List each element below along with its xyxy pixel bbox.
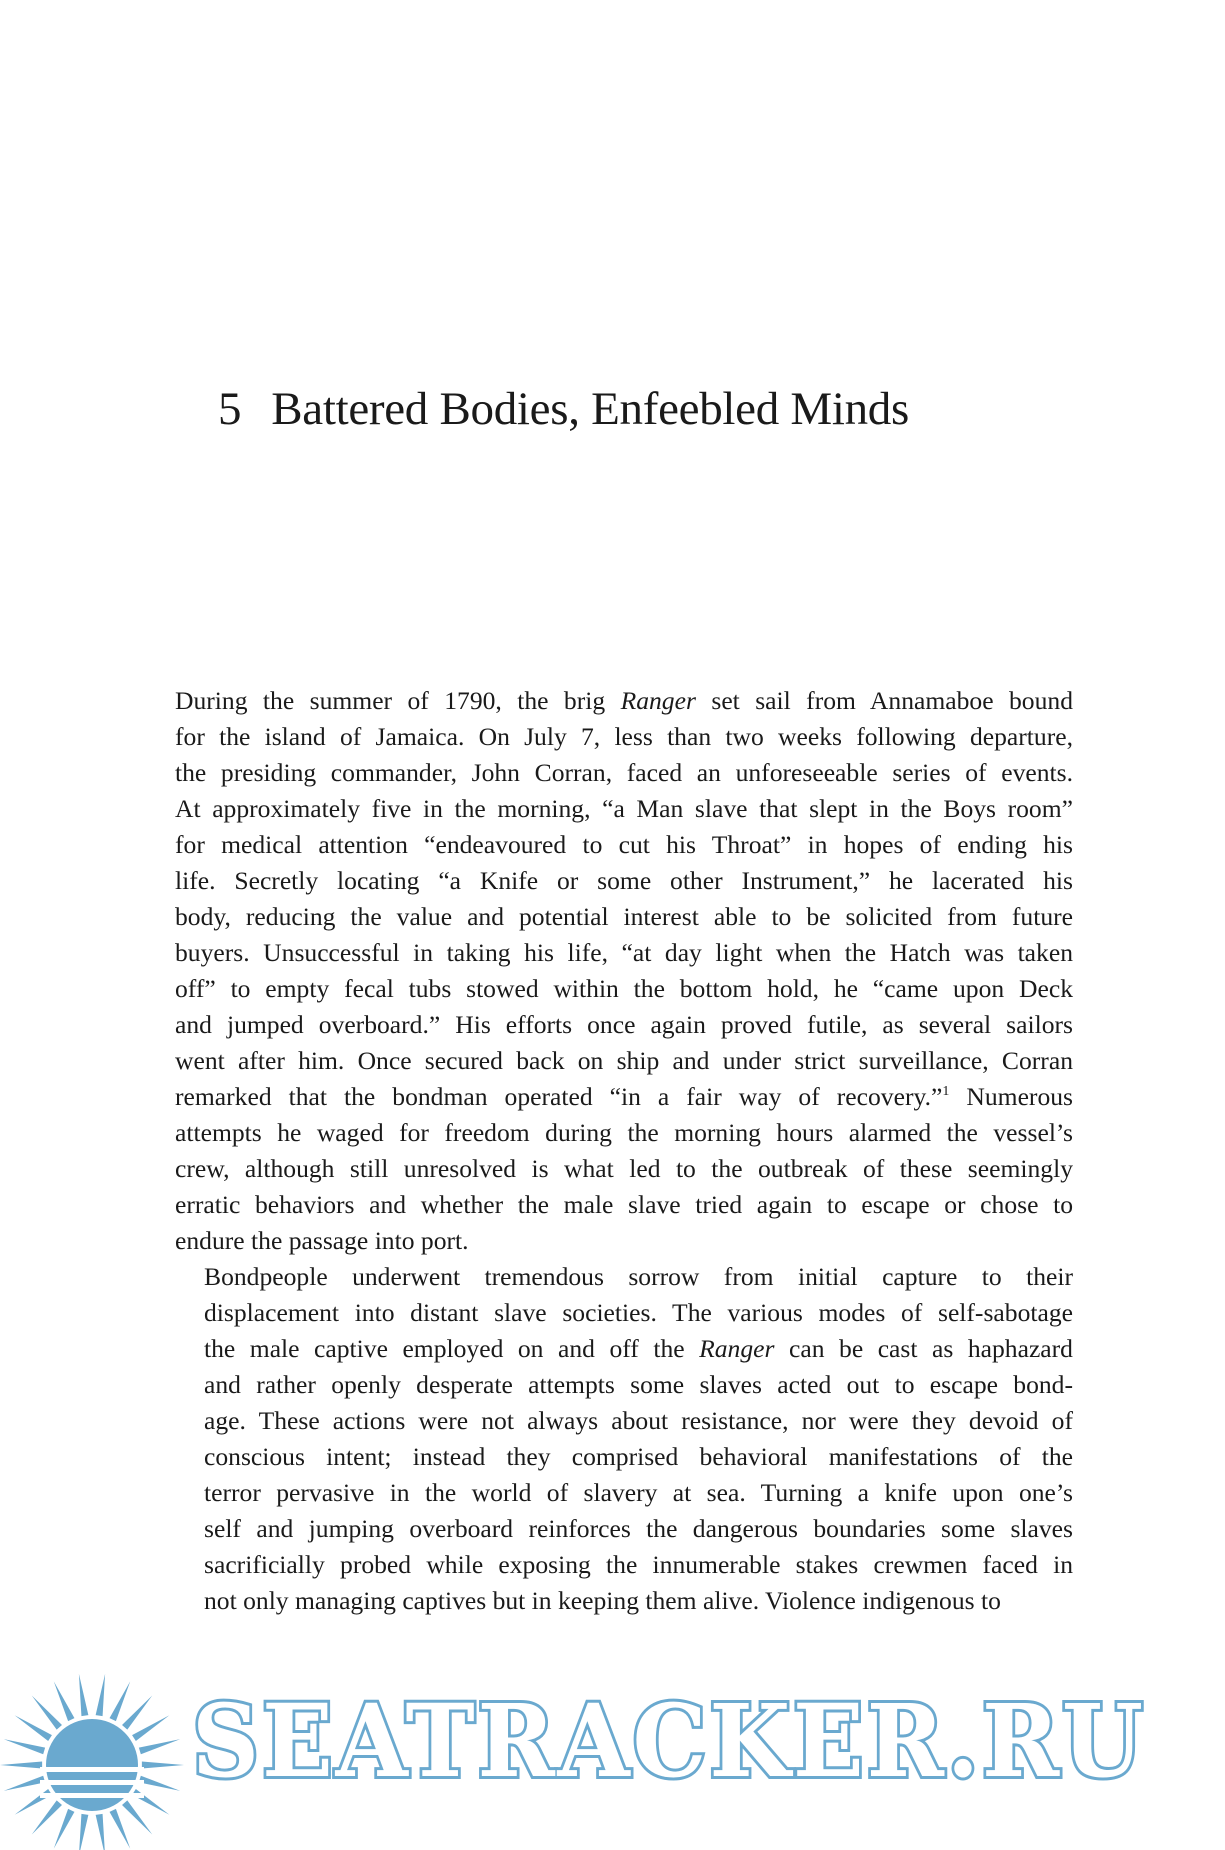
- text-run: endure the passage into port.: [175, 1226, 469, 1255]
- sun-ray: [132, 1715, 169, 1741]
- body-text: [175, 683, 1073, 1619]
- sun-ray: [4, 1776, 45, 1791]
- text-run: and rather openly desperate attempts some slaves acted out to escape bond-: [204, 1370, 1073, 1399]
- sun-ray: [54, 1681, 75, 1721]
- sun-ray: [110, 1681, 131, 1721]
- text-line: [175, 683, 1073, 719]
- text-run: age. These actions were not always about resistance, nor were they devoid of: [204, 1406, 1073, 1435]
- text-run: the presiding commander, John Corran, faced an unforeseeable series of events.: [175, 758, 1073, 787]
- text-line: [175, 1331, 1073, 1367]
- text-run: Bondpeople underwent tremendous sorrow from initial capture to their: [204, 1262, 1073, 1291]
- text-run: attempts he waged for freedom during the morning hours alarmed the vessel’s: [175, 1118, 1073, 1147]
- text-run: for the island of Jamaica. On July 7, less than two weeks following departure,: [175, 722, 1073, 751]
- chapter-heading: [218, 382, 909, 436]
- chapter-title: Battered Bodies, Enfeebled Minds: [271, 383, 910, 435]
- sun-stripes-icon: [40, 1767, 144, 1798]
- sun-ray: [79, 1814, 88, 1850]
- sun-ray: [110, 1809, 131, 1849]
- text-run: conscious intent; instead they comprised behavioral manifestations of the: [204, 1442, 1073, 1471]
- text-line: [175, 935, 1073, 971]
- text-line: [175, 1583, 1073, 1619]
- text-line: [175, 1511, 1073, 1547]
- text-run: At approximately five in the morning, “a Man slave that slept in the Boys room”: [175, 794, 1073, 823]
- text-run: life. Secretly locating “a Knife or some other Instrument,” he lacerated his: [175, 866, 1073, 895]
- sun-ray: [96, 1814, 105, 1850]
- text-line: [175, 863, 1073, 899]
- watermark-text: SEATRACKER.RU: [192, 1682, 1146, 1800]
- text-run: not only managing captives but in keeping them alive. Violence indigenous to: [204, 1586, 1001, 1615]
- paragraph-2: [175, 1259, 1073, 1619]
- text-run: and jumped overboard.” His efforts once again proved futile, as several sailors: [175, 1010, 1073, 1039]
- text-line: [175, 719, 1073, 755]
- text-run: set sail from Annamaboe bound: [695, 686, 1073, 715]
- text-line: [175, 1151, 1073, 1187]
- text-line: [175, 1367, 1073, 1403]
- text-line: [175, 1187, 1073, 1223]
- ship-name: Ranger: [620, 686, 696, 715]
- text-line: [175, 971, 1073, 1007]
- paragraph-1: [175, 683, 1073, 1259]
- sun-ray: [15, 1789, 52, 1815]
- text-line: [175, 1295, 1073, 1331]
- footnote-marker: 1: [942, 1084, 950, 1099]
- text-line: [175, 1223, 1073, 1259]
- chapter-number: 5: [218, 383, 242, 435]
- text-run: Numerous: [949, 1082, 1074, 1111]
- text-line: [175, 791, 1073, 827]
- text-run: remarked that the bondman operated “in a fair way of recovery.”: [175, 1082, 943, 1111]
- text-line: [175, 1259, 1073, 1295]
- sun-ray: [32, 1800, 62, 1834]
- sun-ray: [32, 1695, 62, 1729]
- sun-ray: [139, 1776, 180, 1791]
- sun-ray: [15, 1715, 52, 1741]
- ship-name: Ranger: [699, 1334, 775, 1363]
- text-run: can be cast as haphazard: [774, 1334, 1073, 1363]
- text-run: for medical attention “endeavoured to cut his Throat” in hopes of ending his: [175, 830, 1073, 859]
- sun-ray: [54, 1809, 75, 1849]
- sun-ray: [0, 1762, 42, 1769]
- text-run: erratic behaviors and whether the male slave tried again to escape or chose to: [175, 1190, 1073, 1219]
- sun-ray: [139, 1739, 180, 1754]
- sun-ray: [142, 1762, 184, 1769]
- text-run: sacrificially probed while exposing the innumerable stakes crewmen faced in: [204, 1550, 1073, 1579]
- text-run: off” to empty fecal tubs stowed within the bottom hold, he “came upon Deck: [175, 974, 1073, 1003]
- text-run: buyers. Unsuccessful in taking his life, “at day light when the Hatch was taken: [175, 938, 1073, 967]
- sun-ray: [4, 1739, 45, 1754]
- text-run: went after him. Once secured back on ship and under strict surveillance, Corran: [175, 1046, 1073, 1075]
- text-run: terror pervasive in the world of slavery at sea. Turning a knife upon one’s: [204, 1478, 1073, 1507]
- text-run: body, reducing the value and potential interest able to be solicited from future: [175, 902, 1073, 931]
- sun-ray: [122, 1695, 152, 1729]
- text-run: During the summer of 1790, the brig: [175, 686, 621, 715]
- text-line: [175, 899, 1073, 935]
- text-line: [175, 1403, 1073, 1439]
- text-run: the male captive employed on and off the: [204, 1334, 700, 1363]
- sun-ray: [96, 1674, 105, 1716]
- text-line: [175, 755, 1073, 791]
- text-line: [175, 1547, 1073, 1583]
- text-line: [175, 1007, 1073, 1043]
- text-run: crew, although still unresolved is what led to the outbreak of these seemingly: [175, 1154, 1073, 1183]
- text-line: [175, 1475, 1073, 1511]
- sun-ray: [122, 1800, 152, 1834]
- text-line: [175, 1079, 1073, 1115]
- sun-ray: [132, 1789, 169, 1815]
- sun-ray: [79, 1674, 88, 1716]
- text-line: [175, 1043, 1073, 1079]
- text-run: self and jumping overboard reinforces the dangerous boundaries some slaves: [204, 1514, 1073, 1543]
- text-line: [175, 1115, 1073, 1151]
- text-line: [175, 827, 1073, 863]
- text-run: displacement into distant slave societies. The various modes of self-sabotage: [204, 1298, 1073, 1327]
- text-line: [175, 1439, 1073, 1475]
